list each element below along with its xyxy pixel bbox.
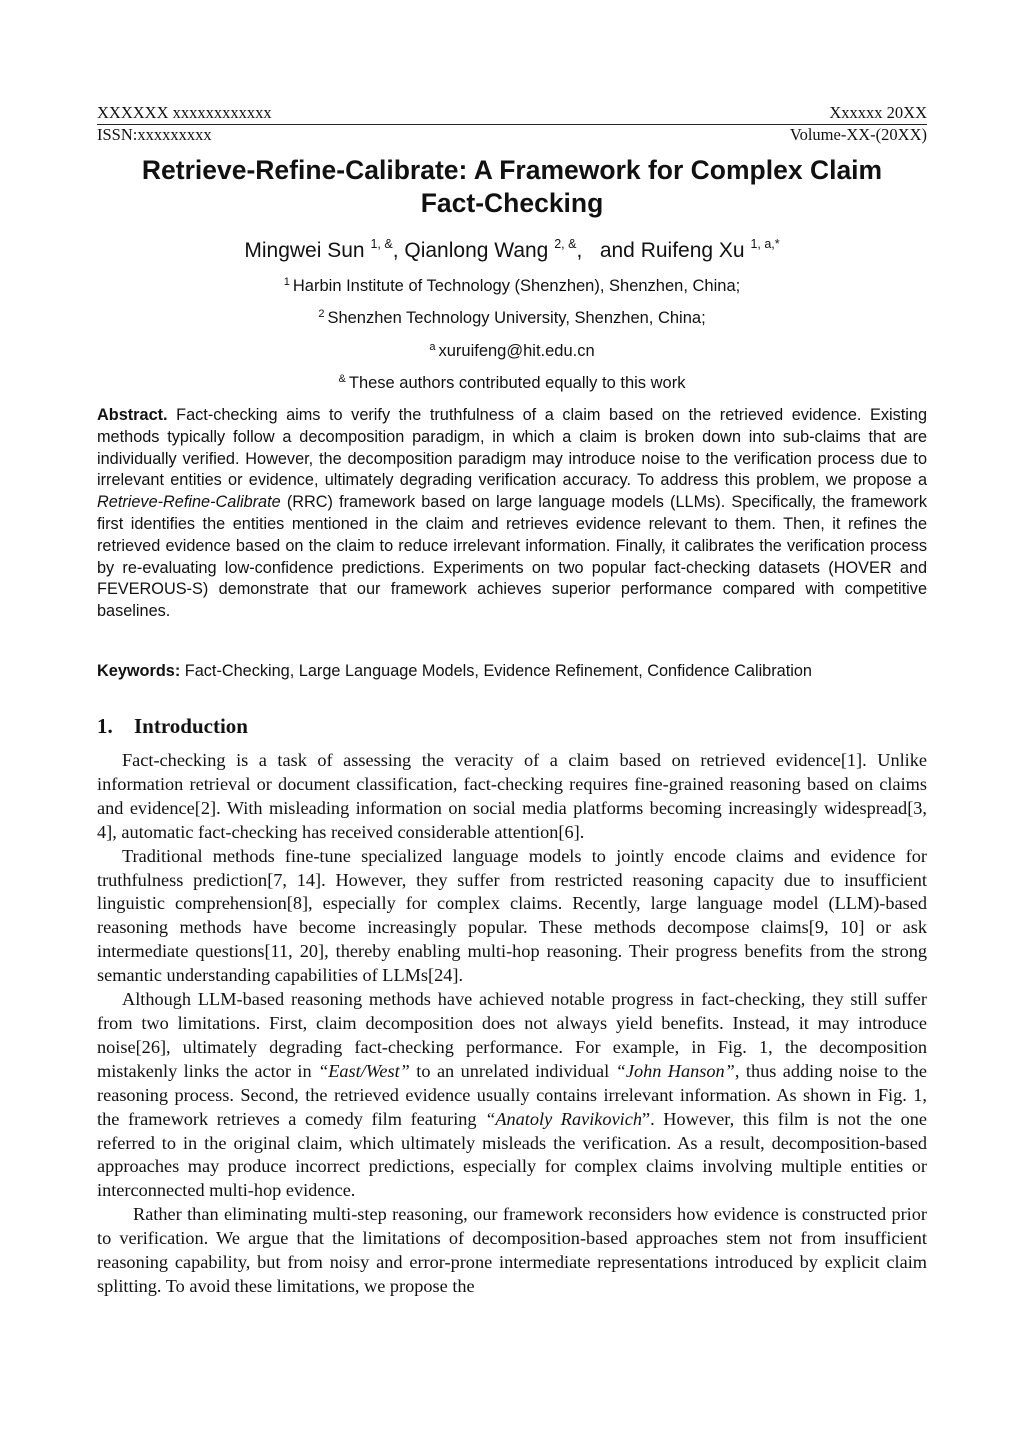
paragraph-text: ”. However, this film is not the one referred to in the original claim, which ultimately misleads the verification. As a result, decomposition-based approaches may produce incorrect predictions, especially for complex claims involving multiple entities or interconnected multi-hop evidence. [97,1108,927,1201]
title-line-1: Retrieve-Refine-Calibrate: A Framework for Complex Claim [141,155,883,185]
journal-name: XXXXXX xxxxxxxxxxxx [97,103,272,122]
paragraph-text: , thus adding noise to the reasoning process. Second, the retrieved evidence usually contains irrelevant information. As shown in Fig. 1, the framework retrieves a comedy film featuring [97,1060,927,1129]
author-list [97,229,927,266]
author-1: Mingwei Sun [244,239,365,262]
abstract [97,405,927,623]
corresponding-email [97,336,927,362]
abstract-text: (RRC) framework based on large language models (LLMs). Specifically, the framework first identifies the entities mentioned in the claim and retrieves evidence relevant to them. Then, it refines the retrieved evidence based on the claim to reduce irrelevant information. Finally, it calibrates the verification process by re-evaluating low-confidence predictions. Experiments on two popular fact-checking datasets (HOVER and FEVEROUS-S) demonstrate that our framework achieves superior performance compared with competitive baselines. [97,493,927,621]
framework-name: Retrieve-Refine-Calibrate [97,493,281,512]
email-text: xuruifeng@hit.edu.cn [438,342,595,360]
paragraph-text: Although LLM-based reasoning methods have achieved notable progress in fact-checking, they still suffer from two limitations. First, claim decomposition does not always yield benefits. Instead, it may introduce noise[26], ultimately degrading fact-checking performance. For example, in Fig. 1, the decomposition mistakenly links the actor in [97,989,927,1081]
abstract-label: Abstract. [97,406,168,424]
author-3: Ruifeng Xu [640,239,745,262]
author-separator: , [392,239,399,262]
paragraph: Traditional methods fine-tune specialized language models to jointly encode claims and evidence for truthfulness prediction[7, 14]. However, they suffer from restricted reasoning capacity due to insufficient linguistic comprehension[8], especially for complex claims. Recently, large language model (LLM)-based reasoning methods have become increasingly popular. These methods decompose claims[9, 10] or ask intermediate questions[11, 20], thereby enabling multi-hop reasoning. Their progress benefits from the strong semantic understanding capabilities of LLMs[24]. [97,845,927,986]
quoted-title: “East/West” [318,1060,410,1081]
issue-date: Xxxxxx 20XX [829,103,927,122]
introduction-body [97,749,927,1299]
paragraph [97,988,927,1203]
keywords-text: Fact-Checking, Large Language Models, Evidence Refinement, Confidence Calibration [180,662,812,680]
paragraph: Fact-checking is a task of assessing the veracity of a claim based on retrieved evidence[1]. Unlike information retrieval or document classification, fact-checking requires fine-grained reasoning based on claims and evidence[2]. With misleading information on social media platforms becoming increasingly widespread[3, 4], automatic fact-checking has received considerable attention[6]. [97,750,927,842]
affiliation-text: Shenzhen Technology University, Shenzhen, China; [327,309,706,327]
section-title: Introduction [134,714,248,738]
issn-line [97,125,927,145]
quoted-name: “John Hanson” [615,1060,735,1081]
volume: Volume-XX-(20XX) [789,125,927,144]
affiliation-text: Harbin Institute of Technology (Shenzhen), Shenzhen, China; [292,277,741,295]
paper-title [97,154,927,220]
affiliation-marker: a [429,341,436,353]
author-3-marker: 1, a,* [750,237,780,251]
note-text: These authors contributed equally to this work [348,374,686,392]
author-2: Qianlong Wang [404,239,549,262]
issn: ISSN:xxxxxxxxx [97,125,212,144]
paragraph-text: to an unrelated individual [409,1060,616,1081]
author-and: and [599,239,635,262]
affiliation-marker: 2 [318,308,325,320]
author-separator: , [576,239,583,262]
keywords-label: Keywords: [97,662,181,680]
paragraph: Rather than eliminating multi-step reasoning, our framework reconsiders how evidence is constructed prior to verification. We argue that the limitations of decomposition-based approaches stem not from insufficient reasoning capability, but from noisy and error-prone intermediate representations introduced by explicit claim splitting. To avoid these limitations, we propose the [97,1204,927,1296]
author-2-marker: 2, & [554,237,577,251]
affiliation-1 [97,271,927,297]
author-1-marker: 1, & [370,237,393,251]
section-number: 1. [97,714,113,738]
affiliation-2 [97,303,927,329]
abstract-text: Fact-checking aims to verify the truthfulness of a claim based on the retrieved evidence. Existing methods typically follow a decomposition paradigm, in which a claim is broken down into sub-claims that are individually verified. However, the decomposition paradigm may introduce noise to the verification process due to irrelevant entities or evidence, ultimately degrading verification accuracy. To address this problem, we propose a [97,406,927,490]
affiliation-marker: 1 [283,276,290,288]
affiliation-marker: & [338,373,346,385]
keywords [97,660,927,682]
quoted-name: “Anatoly Ravikovich [485,1108,643,1129]
running-header [97,103,927,125]
title-line-2: Fact-Checking [420,188,604,218]
section-heading [97,712,248,740]
equal-contribution-note [97,368,927,394]
